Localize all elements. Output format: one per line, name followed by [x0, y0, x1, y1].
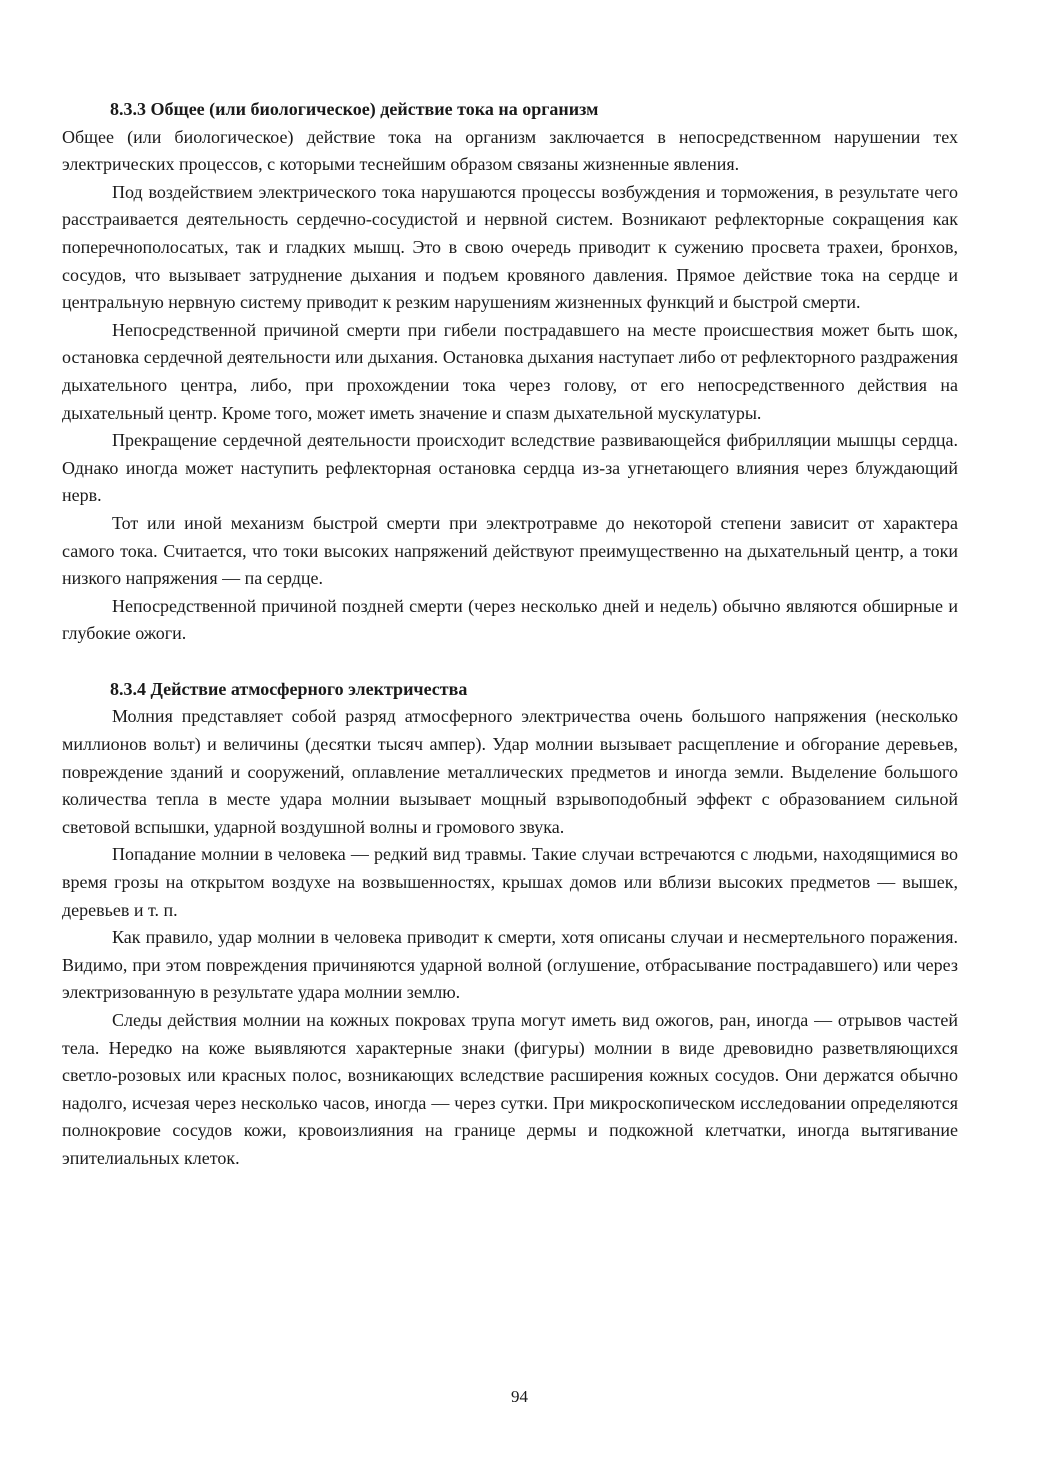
- paragraph: Как правило, удар молнии в человека приводит к смерти, хотя описаны случаи и несмертельного поражения. Видимо, при этом повреждения причиняются ударной волной (оглушение, отбрасывание пострадавшего) или через электризованную в результате удара молнии землю.: [62, 927, 958, 1003]
- paragraph: Непосредственной причиной поздней смерти (через несколько дней и недель) обычно являются обширные и глубокие ожоги.: [62, 595, 958, 644]
- paragraph: Под воздействием электрического тока нарушаются процессы возбуждения и торможения, в результате чего расстраивается деятельность сердечно-сосудистой и нервной систем. Возникают рефлекторные сокращения как поперечнополосатых, так и гладких мышц. Это в свою очередь приводит к сужению просвета трахеи, бронхов, сосудов, что вызывает затруднение дыхания и подъем кровяного давления. Прямое действие тока на сердце и центральную нервную систему приводит к резким нарушениям жизненных функций и быстрой смерти.: [62, 181, 958, 313]
- section-8-3-3: [62, 96, 958, 648]
- page-number: 94: [511, 1387, 528, 1406]
- paragraph: Тот или иной механизм быстрой смерти при электротравме до некоторой степени зависит от характера самого тока. Считается, что токи высоких напряжений действуют преимущественно на дыхательный центр, а токи низкого напряжения — па сердце.: [62, 512, 958, 589]
- document-page: [62, 96, 958, 1173]
- section-8-3-4: [62, 676, 958, 1173]
- paragraph: Прекращение сердечной деятельности происходит вследствие развивающейся фибрилляции мышцы сердца. Однако иногда может наступить рефлекторная остановка сердца из-за угнетающего влияния через блуждающий нерв.: [62, 430, 958, 506]
- paragraph: Молния представляет собой разряд атмосферного электричества очень большого напряжения (несколько миллионов вольт) и величины (десятки тысяч ампер). Удар молнии вызывает расщепление и обгорание деревьев, повреждение зданий и сооружений, оплавление металлических предметов и иногда земли. Выделение большого количества тепла в месте удара молнии вызывает мощный взрывоподобный эффект с образованием сильной световой вспышки, ударной воздушной волны и громового звука.: [62, 706, 958, 837]
- section-heading: 8.3.3 Общее (или биологическое) действие тока на организм: [110, 99, 599, 119]
- paragraph: Общее (или биологическое) действие тока на организм заключается в непосредственном нарушении тех электрических процессов, с которыми теснейшим образом связаны жизненные явления.: [62, 126, 958, 175]
- paragraph: Непосредственной причиной смерти при гибели пострадавшего на месте происшествия может быть шок, остановка сердечной деятельности или дыхания. Остановка дыхания наступает либо от рефлекторного раздражения дыхательного центра, либо, при прохождении тока через голову, от его непосредственного действия на дыхательный центр. Кроме того, может иметь значение и спазм дыхательной мускулатуры.: [62, 319, 958, 423]
- section-spacer: [62, 648, 958, 676]
- paragraph: Попадание молнии в человека — редкий вид травмы. Такие случаи встречаются с людьми, находящимися во время грозы на открытом воздухе на возвышенностях, крышах домов или вблизи высоких предметов — вышек, деревьев и т. п.: [62, 844, 958, 920]
- paragraph: Следы действия молнии на кожных покровах трупа могут иметь вид ожогов, ран, иногда — отрывов частей тела. Нередко на коже выявляются характерные знаки (фигуры) молнии в виде древовидно разветвляющихся светло-розовых или красных полос, возникающих вследствие расширения кожных сосудов. Они держатся обычно надолго, исчезая через несколько часов, иногда — через сутки. При микроскопическом исследовании определяются полнокровие сосудов кожи, кровоизлияния на границе дермы и подкожной клетчатки, иногда вытягивание эпителиальных клеток.: [62, 1010, 958, 1168]
- section-heading: 8.3.4 Действие атмосферного электричества: [110, 678, 468, 699]
